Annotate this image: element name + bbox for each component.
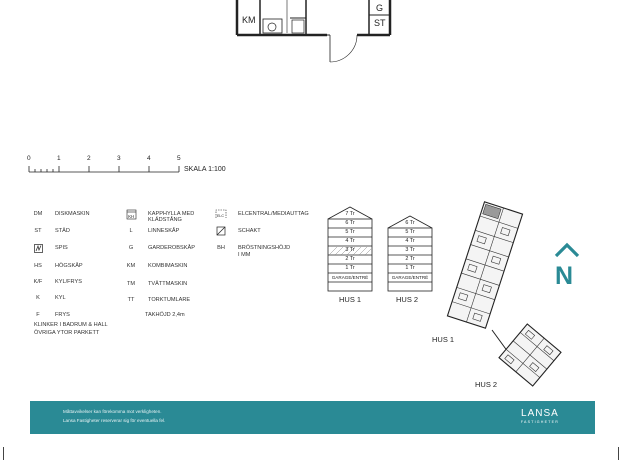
footer-note-1: Måttavvikelser kan förekomma mot verkligheten. [63,409,162,414]
electrical-panel-icon [215,209,227,219]
stove-icon [34,244,43,253]
scale-label: SKALA 1:100 [184,166,226,173]
page-edge-left [3,447,4,460]
footer-band [30,401,595,434]
scale-tick-5: 5 [177,155,181,162]
footer-note-2: Lansa Fastigheter reserverar sig för eventuella fel. [63,418,166,423]
coat-rack-icon [126,209,137,220]
plan-label-st: ST [374,18,386,28]
floor-plan-fragment [0,0,625,70]
site-plan [430,200,570,390]
scale-tick-0: 0 [27,155,31,162]
site-hus1-label: HUS 1 [432,335,455,344]
svg-text:ELC: ELC [217,214,224,218]
plan-label-g: G [376,3,384,13]
north-arrow-icon [553,242,583,258]
scale-tick-4: 4 [147,155,151,162]
scale-bar [25,160,185,180]
scale-tick-2: 2 [87,155,91,162]
shaft-icon [216,226,226,236]
hus1-floors: 7 Tr 6 Tr 5 Tr 4 Tr 3 Tr 2 Tr 1 Tr GARAGE/ENTRÉ [331,211,369,280]
note-ceiling-height: TAKHÖJD 2,4m [145,312,185,318]
scale-tick-3: 3 [117,155,121,162]
north-label: N [555,262,574,290]
svg-text:KH: KH [127,214,134,219]
scale-tick-1: 1 [57,155,61,162]
note-floor-tiles: KLINKER I BADRUM & HALL [34,322,108,328]
hus2-label: HUS 2 [396,295,419,304]
brand-logo: LANSA FASTIGHETER [520,408,559,424]
hus1-label: HUS 1 [339,295,362,304]
note-floor-parquet: ÖVRIGA YTOR PARKETT [34,330,100,336]
plan-label-km: KM [242,15,256,25]
site-hus2-label: HUS 2 [475,380,498,389]
page-edge-right [618,447,619,460]
hus2-floors: 6 Tr 5 Tr 4 Tr 3 Tr 2 Tr 1 Tr GARAGE/ENTRÉ [391,220,429,280]
